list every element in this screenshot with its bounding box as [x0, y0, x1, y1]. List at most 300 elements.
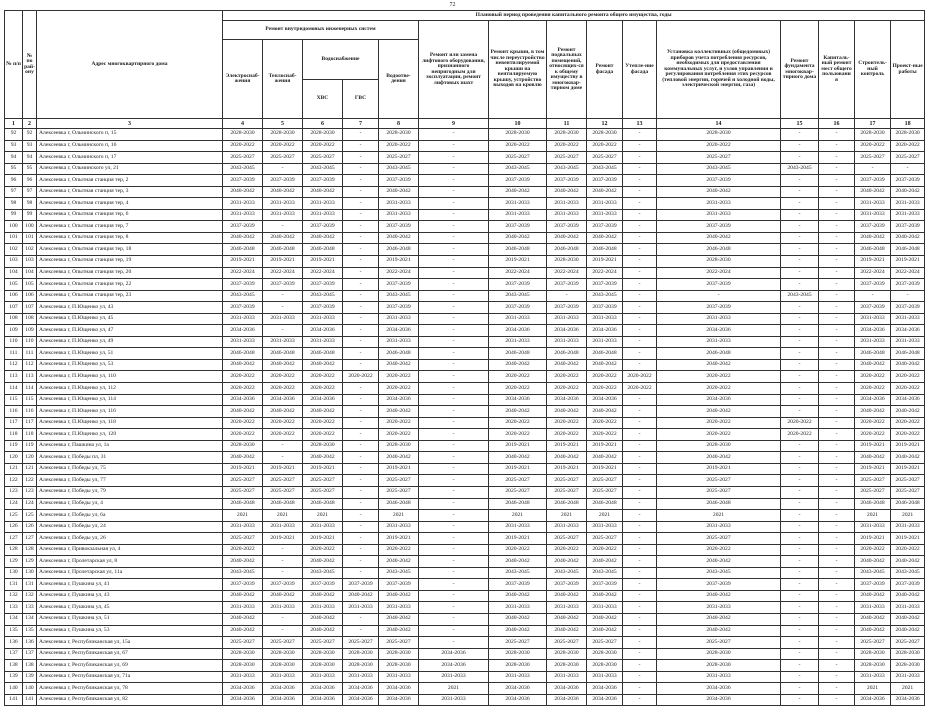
table-cell: 2025-2027 — [547, 637, 587, 649]
table-cell: - — [343, 556, 379, 568]
table-cell: 2028-2030 — [343, 648, 379, 660]
table-cell: 2020-2022 — [547, 544, 587, 556]
table-cell: 125 — [23, 510, 37, 522]
table-cell: 2031-2033 — [855, 336, 891, 348]
table-cell: 2040-2042 — [657, 590, 781, 602]
table-cell: 2037-2039 — [891, 221, 925, 233]
address-cell: Алексеевка г, Ольминского п, 17 — [37, 152, 223, 164]
table-cell: 2025-2027 — [379, 486, 419, 498]
table-cell: - — [781, 648, 819, 660]
table-cell: - — [819, 521, 855, 533]
table-cell: 2020-2022 — [623, 383, 657, 395]
table-cell: - — [623, 417, 657, 429]
table-cell: 2031-2033 — [343, 602, 379, 614]
table-cell: - — [781, 152, 819, 164]
table-cell: 2034-2036 — [263, 394, 303, 406]
table-cell: 2020-2022 — [855, 429, 891, 441]
table-cell: 141 — [5, 694, 23, 706]
table-cell: 2040-2042 — [263, 186, 303, 198]
table-cell: 2040-2042 — [855, 406, 891, 418]
table-cell: 2020-2022 — [587, 371, 623, 383]
table-cell: - — [419, 256, 489, 268]
table-cell: 129 — [5, 556, 23, 568]
table-cell: - — [419, 475, 489, 487]
table-cell: 2037-2039 — [547, 221, 587, 233]
header-facade-insulation: Утепле-ние фасада — [623, 21, 657, 119]
table-cell: 2031-2033 — [657, 198, 781, 210]
column-number: 4 — [223, 119, 263, 129]
table-cell: 2025-2027 — [657, 475, 781, 487]
address-cell: Алексеевка г, Ольминского ул, 21 — [37, 163, 223, 175]
column-number: 2 — [23, 119, 37, 129]
table-row — [5, 602, 925, 614]
table-cell: 2020-2022 — [855, 417, 891, 429]
table-cell: 2025-2027 — [223, 152, 263, 164]
table-cell: - — [819, 394, 855, 406]
table-cell: - — [819, 417, 855, 429]
table-cell: 2025-2027 — [657, 533, 781, 545]
table-cell: 2040-2042 — [303, 590, 343, 602]
table-cell: - — [419, 175, 489, 187]
table-cell: 2031-2033 — [303, 521, 343, 533]
column-number: 17 — [855, 119, 891, 129]
table-cell: - — [819, 232, 855, 244]
table-cell: 2022-2024 — [303, 267, 343, 279]
table-cell: 2019-2021 — [855, 440, 891, 452]
table-row — [5, 463, 925, 475]
table-cell: - — [623, 406, 657, 418]
table-row — [5, 359, 925, 371]
table-row — [5, 510, 925, 522]
table-cell: 2040-2042 — [263, 590, 303, 602]
table-cell: 110 — [5, 336, 23, 348]
table-cell: - — [623, 648, 657, 660]
table-cell: 2034-2036 — [587, 325, 623, 337]
table-cell: - — [781, 556, 819, 568]
table-cell: 2028-2030 — [379, 660, 419, 672]
table-cell: 2025-2027 — [891, 152, 925, 164]
column-number: 12 — [587, 119, 623, 129]
table-cell: 2037-2039 — [303, 221, 343, 233]
table-cell: 2034-2036 — [263, 694, 303, 706]
table-cell: 113 — [5, 371, 23, 383]
table-row — [5, 625, 925, 637]
table-row — [5, 198, 925, 210]
table-cell: 2020-2022 — [855, 383, 891, 395]
table-cell: 2046-2048 — [587, 498, 623, 510]
table-cell: 2031-2033 — [263, 671, 303, 683]
table-cell: - — [623, 221, 657, 233]
table-cell: 117 — [23, 417, 37, 429]
table-cell: 2037-2039 — [223, 221, 263, 233]
table-cell: 2040-2042 — [587, 359, 623, 371]
table-cell: 2037-2039 — [587, 221, 623, 233]
table-cell: 2037-2039 — [547, 302, 587, 314]
table-cell: - — [419, 521, 489, 533]
table-cell: 2037-2039 — [547, 175, 587, 187]
table-cell: 105 — [5, 279, 23, 291]
table-cell: 135 — [5, 625, 23, 637]
table-cell: 2028-2030 — [223, 440, 263, 452]
table-cell: 2031-2033 — [855, 602, 891, 614]
table-cell: - — [419, 556, 489, 568]
address-cell: Алексеевка г, П.Ющенко ул, 43 — [37, 302, 223, 314]
table-cell: 2025-2027 — [587, 533, 623, 545]
table-cell: 2019-2021 — [489, 256, 547, 268]
table-cell: 2025-2027 — [855, 486, 891, 498]
table-cell: 2040-2042 — [489, 613, 547, 625]
table-cell: 2040-2042 — [547, 186, 587, 198]
table-cell: 2037-2039 — [223, 279, 263, 291]
table-cell: - — [781, 371, 819, 383]
table-cell: - — [343, 359, 379, 371]
table-cell: - — [343, 348, 379, 360]
table-cell: - — [781, 336, 819, 348]
table-cell: - — [819, 660, 855, 672]
table-cell: - — [623, 140, 657, 152]
table-cell: 2040-2042 — [379, 613, 419, 625]
table-cell: 136 — [23, 637, 37, 649]
table-cell: 2040-2042 — [223, 186, 263, 198]
table-cell: 2040-2042 — [223, 613, 263, 625]
table-cell: 2021 — [419, 683, 489, 695]
table-cell: 2040-2042 — [303, 556, 343, 568]
table-cell: 130 — [23, 567, 37, 579]
table-cell: 2028-2030 — [657, 256, 781, 268]
table-cell: - — [419, 336, 489, 348]
table-cell: 2031-2033 — [379, 671, 419, 683]
column-number: 7 — [343, 119, 379, 129]
table-cell: - — [343, 440, 379, 452]
table-cell: 2028-2030 — [223, 129, 263, 141]
table-cell: 2031-2033 — [547, 198, 587, 210]
table-cell: - — [343, 463, 379, 475]
table-cell: 2031-2033 — [263, 198, 303, 210]
table-cell: 2034-2036 — [379, 683, 419, 695]
table-cell: 2025-2027 — [223, 486, 263, 498]
table-cell: - — [781, 140, 819, 152]
table-cell: 2040-2042 — [891, 406, 925, 418]
table-cell: 136 — [5, 637, 23, 649]
address-cell: Алексеевка г, П.Ющенко ул, 120 — [37, 429, 223, 441]
table-cell: - — [623, 209, 657, 221]
table-cell: - — [343, 186, 379, 198]
table-cell: 97 — [23, 186, 37, 198]
table-cell: 2040-2042 — [587, 452, 623, 464]
table-cell: 2037-2039 — [587, 302, 623, 314]
table-cell: 2040-2042 — [657, 232, 781, 244]
header-foundation: Ремонт фундамента многоквар-тирного дома — [781, 21, 819, 119]
table-cell: - — [419, 533, 489, 545]
table-cell: 138 — [5, 660, 23, 672]
table-cell: 2021 — [223, 510, 263, 522]
table-cell: 2046-2048 — [547, 244, 587, 256]
table-cell: 2031-2033 — [657, 313, 781, 325]
table-cell: - — [781, 463, 819, 475]
table-cell: 2028-2030 — [587, 660, 623, 672]
table-cell: 2025-2027 — [303, 152, 343, 164]
table-cell: - — [781, 486, 819, 498]
table-cell: 2020-2022 — [587, 140, 623, 152]
table-cell: 2043-2045 — [379, 163, 419, 175]
table-cell: - — [623, 129, 657, 141]
table-cell: 2037-2039 — [489, 175, 547, 187]
table-cell: 2031-2033 — [379, 336, 419, 348]
table-cell: 2031-2033 — [657, 336, 781, 348]
table-cell: - — [343, 498, 379, 510]
table-cell: - — [819, 198, 855, 210]
table-cell: 2040-2042 — [891, 613, 925, 625]
table-cell: 2021 — [587, 510, 623, 522]
table-cell: 2025-2027 — [855, 152, 891, 164]
table-cell: 104 — [23, 267, 37, 279]
table-cell: - — [419, 163, 489, 175]
table-cell: 2037-2039 — [587, 279, 623, 291]
table-cell: 2043-2045 — [303, 163, 343, 175]
table-cell: - — [263, 567, 303, 579]
table-cell: - — [419, 279, 489, 291]
address-cell: Алексеевка г, П.Ющенко ул, 53 — [37, 359, 223, 371]
table-cell: 2031-2033 — [263, 209, 303, 221]
table-cell: - — [419, 463, 489, 475]
table-cell: 2034-2036 — [489, 325, 547, 337]
header-plan-period: Плановый период проведения капитального ремонта общего имущества, годы — [223, 11, 925, 21]
table-row — [5, 579, 925, 591]
table-cell: 2034-2036 — [303, 683, 343, 695]
table-cell: - — [623, 521, 657, 533]
table-cell: - — [343, 221, 379, 233]
table-cell: 2025-2027 — [303, 486, 343, 498]
table-cell: 2031-2033 — [547, 336, 587, 348]
table-cell: 112 — [5, 359, 23, 371]
address-cell: Алексеевка г, Опытная станция тер, 20 — [37, 267, 223, 279]
header-design-works: Проект-ные работы — [891, 21, 925, 119]
table-row — [5, 256, 925, 268]
table-cell: 2031-2033 — [587, 198, 623, 210]
table-cell: 2025-2027 — [587, 152, 623, 164]
table-cell: - — [623, 232, 657, 244]
table-cell: 2043-2045 — [379, 567, 419, 579]
table-cell: 2040-2042 — [855, 186, 891, 198]
table-cell: 2031-2033 — [379, 198, 419, 210]
address-cell: Алексеевка г, Пушкина ул, 41 — [37, 579, 223, 591]
table-cell: 2034-2036 — [343, 694, 379, 706]
table-cell: 2025-2027 — [379, 637, 419, 649]
table-cell: - — [781, 602, 819, 614]
table-cell: 137 — [5, 648, 23, 660]
table-cell: 2037-2039 — [855, 175, 891, 187]
table-cell: - — [891, 163, 925, 175]
table-cell: 118 — [23, 429, 37, 441]
table-cell: 2020-2022 — [263, 417, 303, 429]
table-cell: 2020-2022 — [891, 417, 925, 429]
table-cell: - — [623, 533, 657, 545]
table-cell: 127 — [5, 533, 23, 545]
table-cell: 2020-2022 — [379, 429, 419, 441]
table-cell: 2020-2022 — [223, 383, 263, 395]
table-cell: - — [623, 279, 657, 291]
table-cell: - — [855, 163, 891, 175]
table-cell: - — [419, 325, 489, 337]
table-cell: 2037-2039 — [223, 175, 263, 187]
table-cell: 131 — [23, 579, 37, 591]
table-cell: 2040-2042 — [891, 452, 925, 464]
table-cell: 2040-2042 — [263, 232, 303, 244]
table-cell: - — [819, 313, 855, 325]
table-cell: 2040-2042 — [547, 452, 587, 464]
table-cell: 2028-2030 — [855, 660, 891, 672]
table-cell: 2021 — [379, 510, 419, 522]
table-cell: 2020-2022 — [263, 383, 303, 395]
table-cell: 2043-2045 — [223, 567, 263, 579]
table-cell: - — [819, 348, 855, 360]
table-cell: 2022-2024 — [657, 267, 781, 279]
table-cell: 2046-2048 — [547, 348, 587, 360]
table-cell: 2031-2033 — [587, 602, 623, 614]
table-cell: 116 — [23, 406, 37, 418]
table-cell: 2019-2021 — [379, 256, 419, 268]
table-cell: 2025-2027 — [303, 637, 343, 649]
table-cell: - — [623, 186, 657, 198]
table-cell: 2034-2036 — [891, 694, 925, 706]
table-cell: 2040-2042 — [379, 406, 419, 418]
table-cell: - — [781, 590, 819, 602]
table-cell: 2043-2045 — [547, 163, 587, 175]
table-cell: 2037-2039 — [489, 221, 547, 233]
header-roof: Ремонт крыши, в том числе переустройство невентилируемой крыши на вентилируемую крышу, устройство выходов на кровлю — [489, 21, 547, 119]
table-cell: - — [819, 486, 855, 498]
table-cell: 2028-2030 — [657, 440, 781, 452]
table-cell: - — [343, 256, 379, 268]
address-cell: Алексеевка г, Республиканская ул, 69 — [37, 660, 223, 672]
table-cell: 2021 — [303, 510, 343, 522]
table-cell: 2031-2033 — [587, 313, 623, 325]
table-cell: 125 — [5, 510, 23, 522]
table-cell: 2040-2042 — [223, 232, 263, 244]
table-cell: 2019-2021 — [547, 440, 587, 452]
table-cell: 2021 — [855, 683, 891, 695]
table-cell: 128 — [23, 544, 37, 556]
table-cell: 112 — [23, 359, 37, 371]
header-num: № п/п — [5, 11, 23, 119]
table-cell: - — [343, 129, 379, 141]
table-row — [5, 544, 925, 556]
table-cell: 2031-2033 — [223, 336, 263, 348]
table-cell: 2031-2033 — [657, 521, 781, 533]
table-cell: - — [781, 198, 819, 210]
header-electricity: Электроснаб-жения — [223, 40, 263, 119]
table-cell: 2046-2048 — [303, 348, 343, 360]
table-cell: - — [343, 198, 379, 210]
header-heating: Теплоснаб-жения — [263, 40, 303, 119]
table-cell: - — [623, 694, 657, 706]
table-cell: 2031-2033 — [263, 336, 303, 348]
table-cell: - — [819, 140, 855, 152]
table-row — [5, 336, 925, 348]
table-cell: - — [343, 475, 379, 487]
table-cell: - — [343, 533, 379, 545]
table-cell: 2037-2039 — [379, 302, 419, 314]
table-cell: 2031-2033 — [657, 671, 781, 683]
header-water-supply: Водоснабжение — [303, 40, 378, 80]
table-cell: 122 — [5, 475, 23, 487]
table-cell: 100 — [23, 221, 37, 233]
table-cell: 2034-2036 — [587, 694, 623, 706]
table-cell: - — [819, 429, 855, 441]
table-cell: 2031-2033 — [303, 313, 343, 325]
table-cell: - — [263, 325, 303, 337]
table-cell: - — [819, 648, 855, 660]
table-cell: 2019-2021 — [547, 463, 587, 475]
capital-repair-table — [4, 10, 925, 706]
table-row — [5, 429, 925, 441]
table-cell: - — [343, 244, 379, 256]
table-cell: - — [343, 209, 379, 221]
address-cell: Алексеевка г, Республиканская ул, 82 — [37, 694, 223, 706]
address-cell: Алексеевка г, Ольминского п, 16 — [37, 140, 223, 152]
table-cell: - — [819, 371, 855, 383]
table-cell: - — [819, 498, 855, 510]
table-cell: - — [623, 267, 657, 279]
table-row — [5, 140, 925, 152]
address-cell: Алексеевка г, Победы ул, 75 — [37, 463, 223, 475]
table-cell: 2034-2036 — [379, 325, 419, 337]
table-cell: 121 — [23, 463, 37, 475]
address-cell: Алексеевка г, Опытная станция тер, 2 — [37, 175, 223, 187]
table-cell: 2028-2030 — [891, 648, 925, 660]
table-row — [5, 567, 925, 579]
table-cell: 2031-2033 — [263, 313, 303, 325]
table-cell: 2025-2027 — [489, 637, 547, 649]
table-cell: 2031-2033 — [657, 209, 781, 221]
column-number: 6 — [303, 119, 343, 129]
column-number: 3 — [37, 119, 223, 129]
table-cell: - — [419, 313, 489, 325]
table-cell: 2040-2042 — [657, 186, 781, 198]
table-cell: 2031-2033 — [891, 602, 925, 614]
table-cell: 2040-2042 — [303, 232, 343, 244]
table-cell: 2040-2042 — [489, 556, 547, 568]
table-cell: 140 — [5, 683, 23, 695]
table-cell: 2031-2033 — [587, 521, 623, 533]
table-cell: 2020-2022 — [379, 544, 419, 556]
table-cell: 2046-2048 — [379, 244, 419, 256]
table-cell: 104 — [5, 267, 23, 279]
address-cell: Алексеевка г, Опытная станция тер, 19 — [37, 256, 223, 268]
table-cell: 103 — [5, 256, 23, 268]
table-row — [5, 129, 925, 141]
table-cell: 2019-2021 — [263, 533, 303, 545]
table-cell: 2020-2022 — [587, 544, 623, 556]
table-cell: - — [419, 417, 489, 429]
table-cell: 110 — [23, 336, 37, 348]
table-cell: 2034-2036 — [855, 325, 891, 337]
table-row — [5, 209, 925, 221]
table-cell: 2021 — [855, 510, 891, 522]
table-cell: 2037-2039 — [657, 302, 781, 314]
table-cell: - — [419, 544, 489, 556]
table-cell: 2040-2042 — [891, 232, 925, 244]
table-cell: - — [781, 613, 819, 625]
table-cell: 2025-2027 — [263, 475, 303, 487]
table-row — [5, 475, 925, 487]
table-cell: 2046-2048 — [855, 348, 891, 360]
table-cell: 2020-2022 — [223, 429, 263, 441]
table-cell: 2043-2045 — [223, 163, 263, 175]
table-cell: - — [781, 267, 819, 279]
table-cell: 2028-2030 — [891, 660, 925, 672]
table-cell: 98 — [5, 198, 23, 210]
